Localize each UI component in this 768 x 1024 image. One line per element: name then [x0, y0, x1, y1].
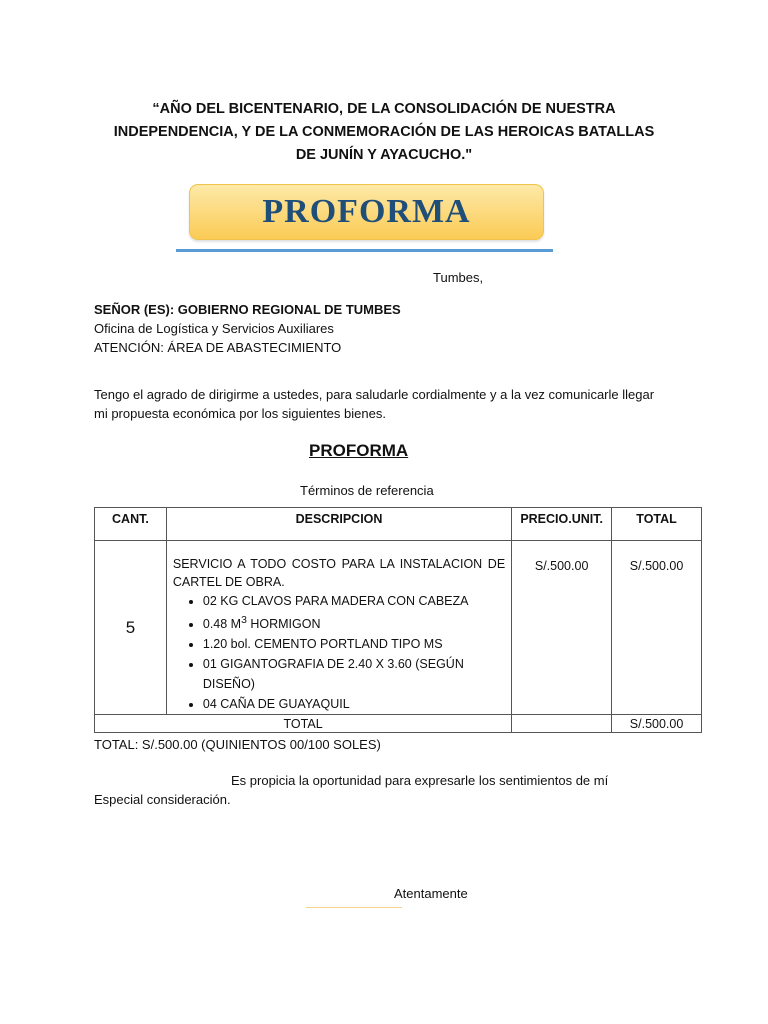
motto-line-3: DE JUNÍN Y AYACUCHO." — [295, 147, 473, 163]
closing-line-2: Especial consideración. — [94, 792, 231, 807]
list-item: • 1.20 bol. CEMENTO PORTLAND TIPO MS — [203, 634, 505, 654]
banner-title: PROFORMA — [262, 193, 471, 230]
proforma-subtitle: PROFORMA — [309, 441, 409, 460]
recipient-block — [94, 300, 401, 357]
row-description — [166, 541, 511, 715]
intro-paragraph — [94, 385, 674, 423]
closing-line-1: Es propicia la oportunidad para expresarle los sentimientos de mí — [231, 773, 609, 788]
total-in-words: TOTAL: S/.500.00 (QUINIENTOS 00/100 SOLES) — [94, 737, 381, 752]
header-qty: CANT. — [95, 508, 167, 541]
quote-table — [94, 507, 702, 733]
item-text: 0.48 M — [202, 617, 242, 632]
row-unit-price: S/.500.00 — [512, 541, 612, 715]
list-item — [203, 611, 505, 634]
total-empty-cell — [512, 715, 612, 733]
header-total: TOTAL — [612, 508, 702, 541]
description-text: SERVICIO A TODO COSTO PARA LA INSTALACION DE CARTEL DE OBRA. — [172, 557, 506, 589]
terms-of-reference-label: Términos de referencia — [300, 483, 434, 498]
row-qty: 5 — [95, 541, 167, 715]
total-label: TOTAL — [95, 715, 512, 733]
row-total: S/.500.00 — [612, 541, 702, 715]
year-motto — [60, 98, 708, 167]
list-item: • 01 GIGANTOGRAFIA DE 2.40 X 3.60 (SEGÚN DISEÑO) — [203, 654, 505, 694]
item-text: HORMIGON — [246, 617, 321, 632]
header-description: DESCRIPCION — [166, 508, 511, 541]
list-item: • 02 KG CLAVOS PARA MADERA CON CABEZA — [203, 591, 505, 611]
recipient-name: SEÑOR (ES): GOBIERNO REGIONAL DE TUMBES — [94, 302, 401, 317]
header-unit-price: PRECIO.UNIT. — [512, 508, 612, 541]
intro-line-2: mi propuesta económica por los siguientes bienes. — [94, 406, 386, 421]
total-value: S/.500.00 — [612, 715, 702, 733]
list-item: • 04 CAÑA DE GUAYAQUIL — [203, 694, 505, 714]
recipient-attention: ATENCIÓN: ÁREA DE ABASTECIMIENTO — [94, 340, 342, 355]
proforma-banner — [189, 184, 544, 240]
recipient-office: Oficina de Logística y Servicios Auxiliares — [94, 321, 334, 336]
motto-line-2: INDEPENDENCIA, Y DE LA CONMEMORACIÓN DE LAS HEROICAS BATALLAS — [113, 124, 655, 140]
table-total-row — [95, 715, 702, 733]
intro-line-1: Tengo el agrado de dirigirme a ustedes, para saludarle cordialmente y a la vez comunicarle llegar — [94, 387, 655, 402]
table-row — [95, 541, 702, 715]
motto-line-1: “AÑO DEL BICENTENARIO, DE LA CONSOLIDACIÓN DE NUESTRA — [152, 101, 616, 117]
banner-underline-rule — [176, 249, 553, 252]
item-superscript: 3 — [241, 615, 247, 626]
regards: Atentamente — [394, 886, 468, 901]
city-line: Tumbes, — [433, 270, 484, 285]
table-header-row — [95, 508, 702, 541]
signature-line — [306, 907, 402, 908]
item-list — [173, 591, 505, 714]
